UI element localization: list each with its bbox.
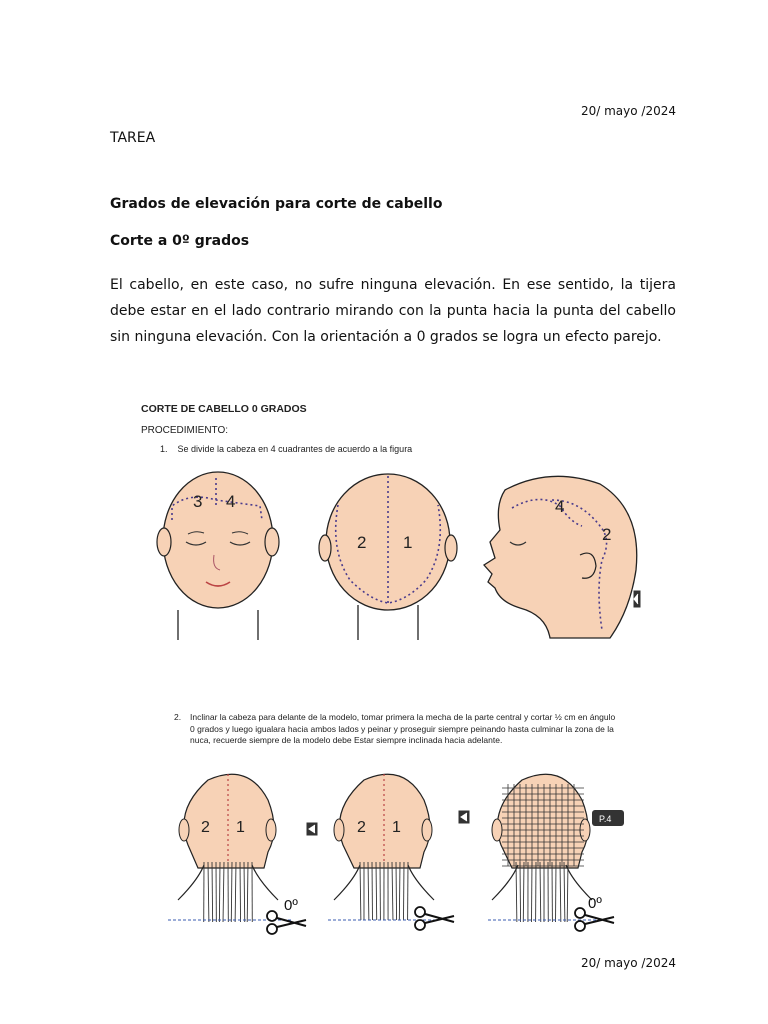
arrow-icon: [458, 810, 470, 824]
step-1: [160, 444, 412, 454]
quadrant-4-label: 4: [226, 492, 236, 511]
footer-date: 20/ mayo /2024: [580, 956, 676, 970]
step-2-text: Inclinar la cabeza para delante de la modelo, tomar primera la mecha de la parte central y cortar ½ cm en ángulo 0 grados y luego igualara hacia ambos lados y peinar y proseguir siempre peinando hasta culminar la zona de la nuca, recuerde siempre de la modelo debe Estar siempre inclinada hacia adelante.: [190, 712, 616, 745]
quadrant-3-label: 3: [193, 492, 203, 511]
section-title: Grados de elevación para corte de cabello: [110, 196, 443, 212]
quadrant-1-label: 1: [403, 533, 413, 552]
scissors-icon: [415, 907, 454, 930]
quadrant-2-label: 2: [357, 533, 367, 552]
cut-head-3: [492, 774, 592, 922]
cut-head-2-q2: 2: [357, 819, 366, 836]
arrow-icon: [633, 590, 641, 608]
header-date: 20/ mayo /2024: [580, 104, 676, 118]
cut-head-1: [178, 774, 278, 922]
step-1-number: 1.: [160, 444, 168, 454]
angle-label-1: 0º: [284, 897, 298, 914]
side-quadrant-4-label: 4: [555, 497, 565, 516]
angle-label-3: 0º: [588, 895, 602, 912]
front-face-drawing: [157, 472, 279, 640]
task-label: TAREA: [110, 130, 156, 146]
back-head-drawing: [319, 474, 457, 640]
cut-head-1-q2: 2: [201, 819, 210, 836]
cutting-illustrations: [168, 770, 628, 938]
cut-head-2: [334, 774, 434, 920]
subsection-title: Corte a 0º grados: [110, 233, 250, 249]
step-1-text: Se divide la cabeza en 4 cuadrantes de acuerdo a la figura: [177, 444, 413, 454]
step-2: [174, 712, 620, 747]
scissors-icon: [267, 911, 306, 934]
body-paragraph: El cabello, en este caso, no sufre ninguna elevación. En ese sentido, la tijera debe estar en el lado contrario mirando con la punta hacia la punta del cabello sin ninguna elevación. Con la orientación a 0 grados se logra un efecto parejo.: [110, 277, 676, 345]
side-quadrant-2-label: 2: [602, 525, 612, 544]
procedure-label: PROCEDIMIENTO:: [141, 425, 229, 436]
cut-head-2-q1: 1: [392, 819, 401, 836]
figure-title: CORTE DE CABELLO 0 GRADOS: [141, 403, 307, 415]
quadrant-illustrations: [150, 470, 645, 640]
cut-head-1-q1: 1: [236, 819, 245, 836]
page-ref-label: P.4: [599, 814, 612, 824]
step-2-number: 2.: [174, 712, 182, 722]
arrow-icon: [306, 822, 318, 836]
